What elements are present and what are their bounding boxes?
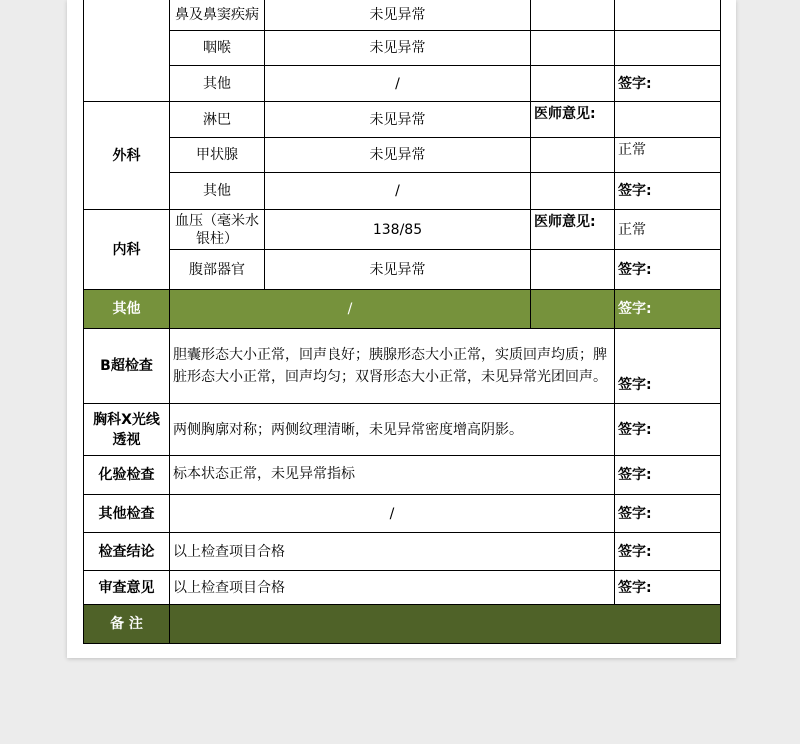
result-cell: 未见异常: [265, 0, 531, 31]
sign-label: 签字:: [615, 495, 721, 533]
sign-label: 签字:: [615, 250, 721, 290]
result-cell: 两侧胸廓对称；两侧纹理清晰，未见异常密度增高阴影。: [170, 404, 615, 456]
dept-review: 审查意见: [84, 571, 170, 605]
item-cell: 咽喉: [170, 31, 265, 66]
table-row: [84, 210, 721, 250]
sign-label: 签字:: [615, 571, 721, 605]
opinion-cell: [531, 250, 615, 290]
opinion-cell: [531, 0, 615, 31]
result-cell: /: [170, 495, 615, 533]
table-row: [84, 138, 721, 173]
result-cell: 未见异常: [265, 31, 531, 66]
table-row: [84, 495, 721, 533]
sign-label: 签字:: [615, 533, 721, 571]
dept-conclusion: 检查结论: [84, 533, 170, 571]
result-cell: 以上检查项目合格: [170, 571, 615, 605]
opinion-cell: [531, 173, 615, 210]
dept-surgery: 外科: [84, 102, 170, 210]
opinion-cell: [531, 31, 615, 66]
result-cell: /: [265, 66, 531, 102]
result-cell: 138/85: [265, 210, 531, 250]
result-cell: /: [265, 173, 531, 210]
sign-cell: [615, 102, 721, 138]
item-cell: 甲状腺: [170, 138, 265, 173]
result-cell: 标本状态正常，未见异常指标: [170, 456, 615, 495]
item-cell: 其他: [170, 173, 265, 210]
opinion-cell: [531, 138, 615, 173]
dept-lab: 化验检查: [84, 456, 170, 495]
ent-dept-cell: [84, 0, 170, 102]
sign-label: 签字:: [615, 290, 721, 329]
dept-internal: 内科: [84, 210, 170, 290]
table-row: [84, 31, 721, 66]
dept-other: 其他: [84, 290, 170, 329]
dept-xray: 胸科X光线透视: [84, 404, 170, 456]
item-cell: 淋巴: [170, 102, 265, 138]
result-cell: /: [170, 290, 531, 329]
medical-exam-table: [83, 0, 721, 644]
sign-label: 签字:: [615, 173, 721, 210]
table-row: [84, 0, 721, 31]
sign-label: 签字:: [615, 329, 721, 404]
table-row: [84, 404, 721, 456]
opinion-value: 正常: [615, 210, 721, 250]
result-cell: 以上检查项目合格: [170, 533, 615, 571]
result-cell: 未见异常: [265, 138, 531, 173]
table-row: [84, 571, 721, 605]
sign-label: 签字:: [615, 456, 721, 495]
sign-label: 签字:: [615, 66, 721, 102]
dept-remarks: 备 注: [84, 605, 170, 644]
item-cell: 鼻及鼻窦疾病: [170, 0, 265, 31]
table-row: [84, 605, 721, 644]
table-row: [84, 250, 721, 290]
sign-cell: [615, 31, 721, 66]
opinion-cell: [531, 290, 615, 329]
table-row: [84, 533, 721, 571]
sign-cell: [615, 0, 721, 31]
remarks-cell: [170, 605, 721, 644]
result-cell: 胆囊形态大小正常，回声良好；胰腺形态大小正常，实质回声均质；脾脏形态大小正常，回声均匀；双肾形态大小正常，未见异常光团回声。: [170, 329, 615, 404]
table-row: [84, 102, 721, 138]
opinion-cell: [531, 66, 615, 102]
opinion-label: 医师意见:: [531, 102, 615, 138]
item-cell: 血压（毫米水银柱）: [170, 210, 265, 250]
dept-other-exam: 其他检查: [84, 495, 170, 533]
result-cell: 未见异常: [265, 102, 531, 138]
item-cell: 腹部器官: [170, 250, 265, 290]
table-row: [84, 173, 721, 210]
opinion-value: 正常: [615, 138, 721, 173]
table-row: [84, 290, 721, 329]
table-row: [84, 329, 721, 404]
item-cell: 其他: [170, 66, 265, 102]
opinion-label: 医师意见:: [531, 210, 615, 250]
table-row: [84, 66, 721, 102]
dept-ultrasound: B超检查: [84, 329, 170, 404]
result-cell: 未见异常: [265, 250, 531, 290]
table-row: [84, 456, 721, 495]
sign-label: 签字:: [615, 404, 721, 456]
